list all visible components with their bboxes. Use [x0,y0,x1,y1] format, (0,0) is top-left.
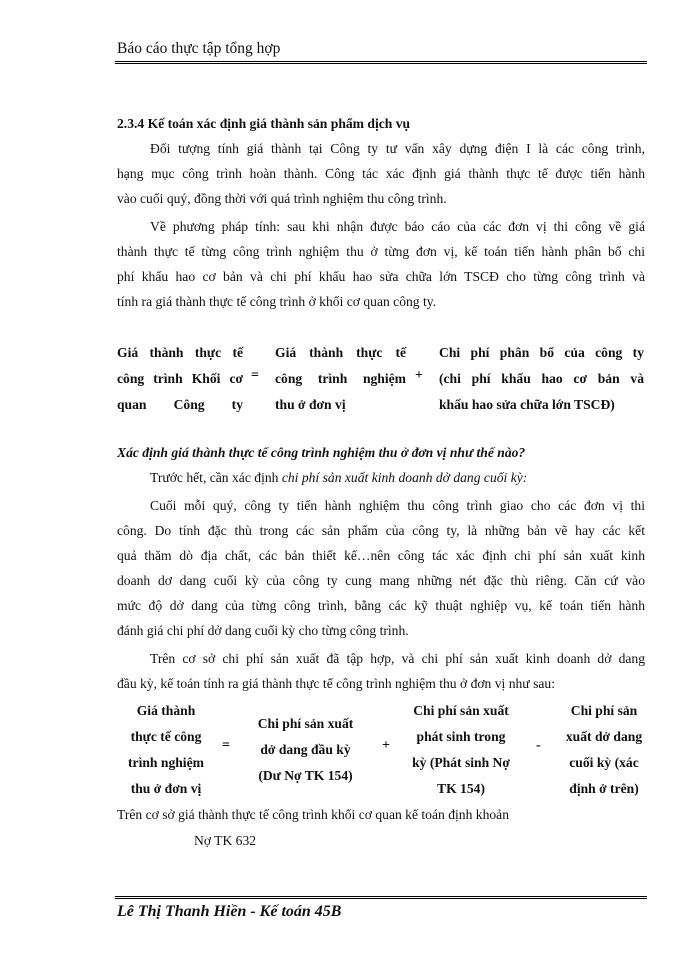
term-line: công trình Khối cơ [117,371,243,386]
question-heading: Xác định giá thành thực tế công trình nghiệm thu ở đơn vị như thế nào? [117,445,526,460]
first-step-line [150,470,527,486]
term-line: TK 154) [437,781,485,796]
text-line: quả thăm dò địa chất, các bản thiết kế…nên công tác xác định chi phí sản xuất kinh [117,548,645,563]
text-line: Đối tượng tính giá thành tại Công ty tư vấn xây dựng điện I là các công trình, [150,141,645,156]
term-line: (chi phí khấu hao cơ bản và [439,371,644,386]
text-line: Trên cơ sở chi phí sản xuất đã tập hợp, và chi phí sản xuất kinh doanh dở dang [150,651,645,666]
term-line: Chi phí sản xuất [257,716,354,731]
plus-sign: + [415,368,423,383]
footer-author: Lê Thị Thanh Hiền - Kế toán 45B [117,903,342,920]
term-line: thu ở đơn vị [130,781,202,796]
minus-sign: - [536,738,541,753]
text-line: Trên cơ sở giá thành thực tế công trình khối cơ quan kế toán định khoản [117,807,509,822]
term-line: Giá thành thực tế [275,345,406,360]
formula-right-term [439,340,644,418]
text-line: đánh giá chi phí dở dang cuối kỳ cho từng công trình. [117,623,409,638]
term-line: Giá thành thực tế [117,345,243,360]
text-line: đầu kỳ, kế toán tính ra giá thành thực tế công trình nghiệm thu ở đơn vị như sau: [117,676,555,691]
term-line: Chi phí sản [570,703,638,718]
formula-closing-wip-term [553,698,655,802]
equals-sign: = [251,368,259,383]
text-line: công. Do tính đặc thù trong các sản phẩm của công ty, là những bản vẽ hay các kết [117,523,645,538]
term-line: thu ở đơn vị [275,397,346,412]
text-line: Cuối mỗi quý, công ty tiến hành nghiệm thu công trình giao cho các đơn vị thi [150,498,645,513]
text-line: hạng mục công trình hoàn thành. Công tác xác định giá thành thực tế được tiến hành [117,166,645,181]
formula-left-term [117,340,243,418]
term-line: (Dư Nợ TK 154) [258,768,353,783]
formula-middle-term [275,340,406,418]
term-line: trình nghiệm [128,755,204,770]
term-line: định ở trên) [569,781,639,796]
term-line: dở dang đầu kỳ [260,742,351,757]
first-step-prefix: Trước hết, cần xác định [150,470,282,485]
formula-opening-wip-term [243,711,368,789]
plus-sign: + [382,738,390,753]
term-line: Chi phí phân bổ của công ty [439,345,644,360]
first-step-italic: chi phí sản xuất kinh doanh dở dang cuối kỳ: [281,470,528,485]
term-line: cuối kỳ (xác [569,755,639,770]
text-line: thành thực tế từng công trình nghiệm thu ở từng đơn vị, kế toán tiến hành phân bổ chi [117,244,645,259]
term-line: thực tế công [130,729,202,744]
text-line: phí khấu hao cơ bản và chi phí khấu hao sửa chữa lớn TSCĐ cho từng công trình và [117,269,645,284]
text-line: mức độ dở dang của từng công trình, bằng các kỹ thuật nghiệp vụ, kế toán tiến hành [117,598,645,613]
text-line: Về phương pháp tính: sau khi nhận được báo cáo của các đơn vị thi công về giá [150,219,645,234]
text-line: vào cuối quý, đồng thời với quá trình nghiệm thu công trình. [117,191,447,206]
page-header-title: Báo cáo thực tập tổng hợp [117,40,281,57]
text-line: tính ra giá thành thực tế công trình ở khối cơ quan công ty. [117,294,437,309]
formula-period-cost-term [400,698,522,802]
term-line: phát sinh trong [416,729,506,744]
term-line: công trình nghiệm [275,371,406,386]
term-line: Chi phí sản xuất [413,703,509,718]
journal-entry: Nợ TK 632 [194,833,257,848]
text-line: doanh dơ dang cuối kỳ của công ty cung mang những nét đặc thù riêng. Căn cứ vào [117,573,645,588]
term-line: quan Công ty [117,397,243,412]
header-divider [115,61,647,64]
section-heading: 2.3.4 Kế toán xác định giá thành sản phẩm dịch vụ [117,116,411,131]
term-line: xuất dở dang [565,729,643,744]
formula-result-term [117,698,215,802]
footer-divider [115,896,647,899]
term-line: kỳ (Phát sinh Nợ [412,755,510,770]
term-line: khấu hao sửa chữa lớn TSCĐ) [439,397,615,412]
term-line: Giá thành [136,703,196,718]
equals-sign: = [222,738,230,753]
